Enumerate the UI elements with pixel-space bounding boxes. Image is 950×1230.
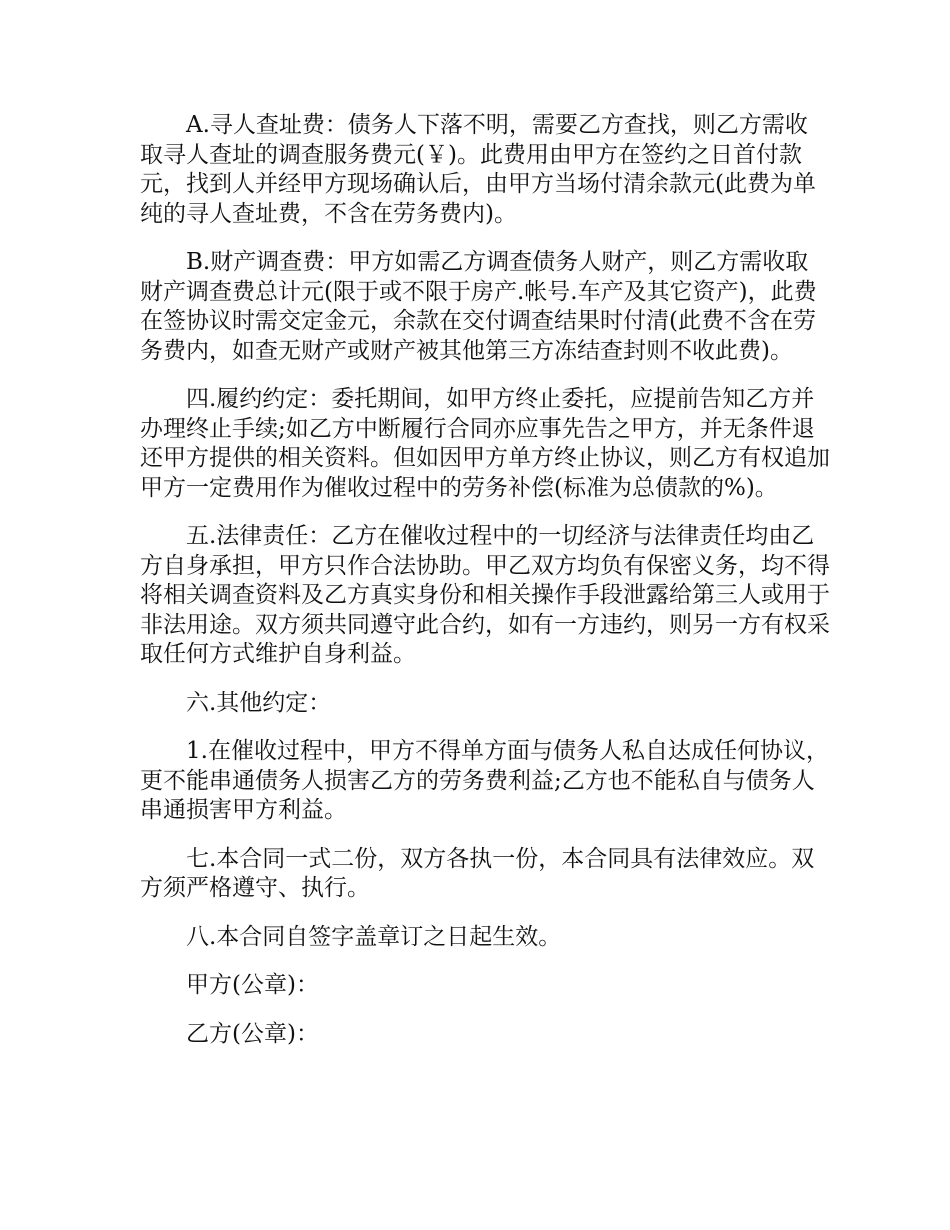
paragraph-property-investigation-fee: B.财产调查费：甲方如需乙方调查债务人财产，则乙方需收取财产调查费总计元(限于或不限于房产.帐号.车产及其它资产)，此费在签协议时需交定金元，余款在交付调查结果时付清(此费不含在劳务费内，如查无财产或财产被其他第三方冻结查封则不收此费)。 (140, 249, 817, 364)
document-body (140, 111, 830, 1068)
party-b-seal-line: 乙方(公章)： (186, 1020, 319, 1047)
party-a-seal-line: 甲方(公章)： (186, 972, 319, 998)
paragraph-legal-liability: 五.法律责任：乙方在催收过程中的一切经济与法律责任均由乙方自身承担，甲方只作合法协助。甲乙双方均负有保密义务，均不得将相关调查资料及乙方真实身份和相关操作手段泄露给第三人或用于非法用途。双方须共同遵守此合约，如有一方违约，则另一方有权采取任何方式维护自身利益。 (140, 523, 830, 667)
paragraph-search-fee: A.寻人查址费：债务人下落不明，需要乙方查找，则乙方需收取寻人查址的调查服务费元(￥)。此费用由甲方在签约之日首付款元，找到人并经甲方现场确认后，由甲方当场付清余款元(此费为单纯的寻人查址费，不含在劳务费内)。 (140, 112, 816, 227)
paragraph-copies-clause: 七.本合同一式二份，双方各执一份，本合同具有法律效应。双方须严格遵守、执行。 (140, 845, 815, 901)
paragraph-effective-date: 八.本合同自签字盖章订之日起生效。 (186, 923, 562, 950)
paragraph-other-agreement-1: 1.在催收过程中，甲方不得单方面与债务人私自达成任何协议，更不能串通债务人损害乙方的劳务费利益;乙方也不能私自与债务人串通损害甲方利益。 (140, 738, 829, 823)
paragraph-performance-agreement: 四.履约约定：委托期间，如甲方终止委托，应提前告知乙方并办理终止手续;如乙方中断履行合同亦应事先告之甲方，并无条件退还甲方提供的相关资料。但如因甲方单方终止协议，则乙方有权追加甲方一定费用作为催收过程中的劳务补偿(标准为总债款的%)。 (140, 386, 830, 501)
paragraph-other-agreements-heading: 六.其他约定： (186, 689, 332, 716)
